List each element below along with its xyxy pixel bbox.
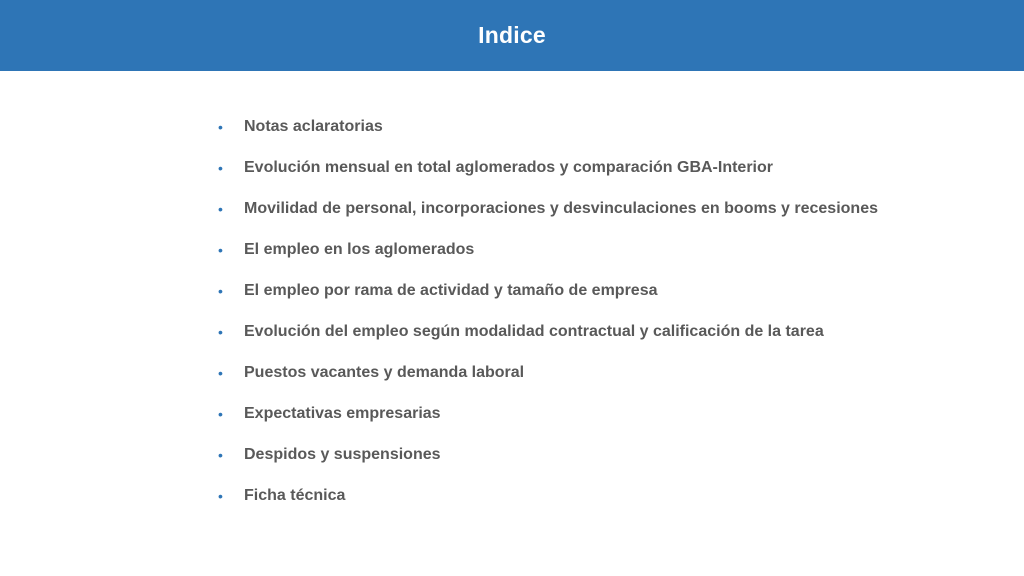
list-item xyxy=(218,229,878,270)
title-band xyxy=(0,0,1024,71)
bullet-icon: • xyxy=(218,282,223,299)
bullet-icon: • xyxy=(218,323,223,340)
bullet-icon: • xyxy=(218,364,223,381)
bullet-icon: • xyxy=(218,487,223,504)
list-item-label: El empleo por rama de actividad y tamaño de empresa xyxy=(244,281,658,299)
list-item xyxy=(218,475,878,516)
list-item-label: Ficha técnica xyxy=(244,486,346,504)
list-item xyxy=(218,106,878,147)
list-item-label: Puestos vacantes y demanda laboral xyxy=(244,363,525,381)
list-item-label: Despidos y suspensiones xyxy=(244,445,441,463)
bullet-icon: • xyxy=(218,405,223,422)
bullet-icon: • xyxy=(218,200,223,217)
list-item xyxy=(218,434,878,475)
bullet-icon: • xyxy=(218,118,223,135)
slide-title: Indice xyxy=(478,21,546,48)
list-item xyxy=(218,352,878,393)
list-item-label: Evolución mensual en total aglomerados y comparación GBA-Interior xyxy=(244,158,773,176)
list-item-label: El empleo en los aglomerados xyxy=(244,240,475,258)
list-item xyxy=(218,311,878,352)
list-item xyxy=(218,147,878,188)
list-item xyxy=(218,188,878,229)
list-item-label: Expectativas empresarias xyxy=(244,404,441,422)
list-item-label: Notas aclaratorias xyxy=(244,117,383,135)
index-list xyxy=(218,106,878,516)
bullet-icon: • xyxy=(218,159,223,176)
bullet-icon: • xyxy=(218,446,223,463)
bullet-icon: • xyxy=(218,241,223,258)
list-item xyxy=(218,393,878,434)
list-item-label: Movilidad de personal, incorporaciones y desvinculaciones en booms y recesiones xyxy=(244,199,878,217)
list-item-label: Evolución del empleo según modalidad contractual y calificación de la tarea xyxy=(244,322,824,340)
list-item xyxy=(218,270,878,311)
